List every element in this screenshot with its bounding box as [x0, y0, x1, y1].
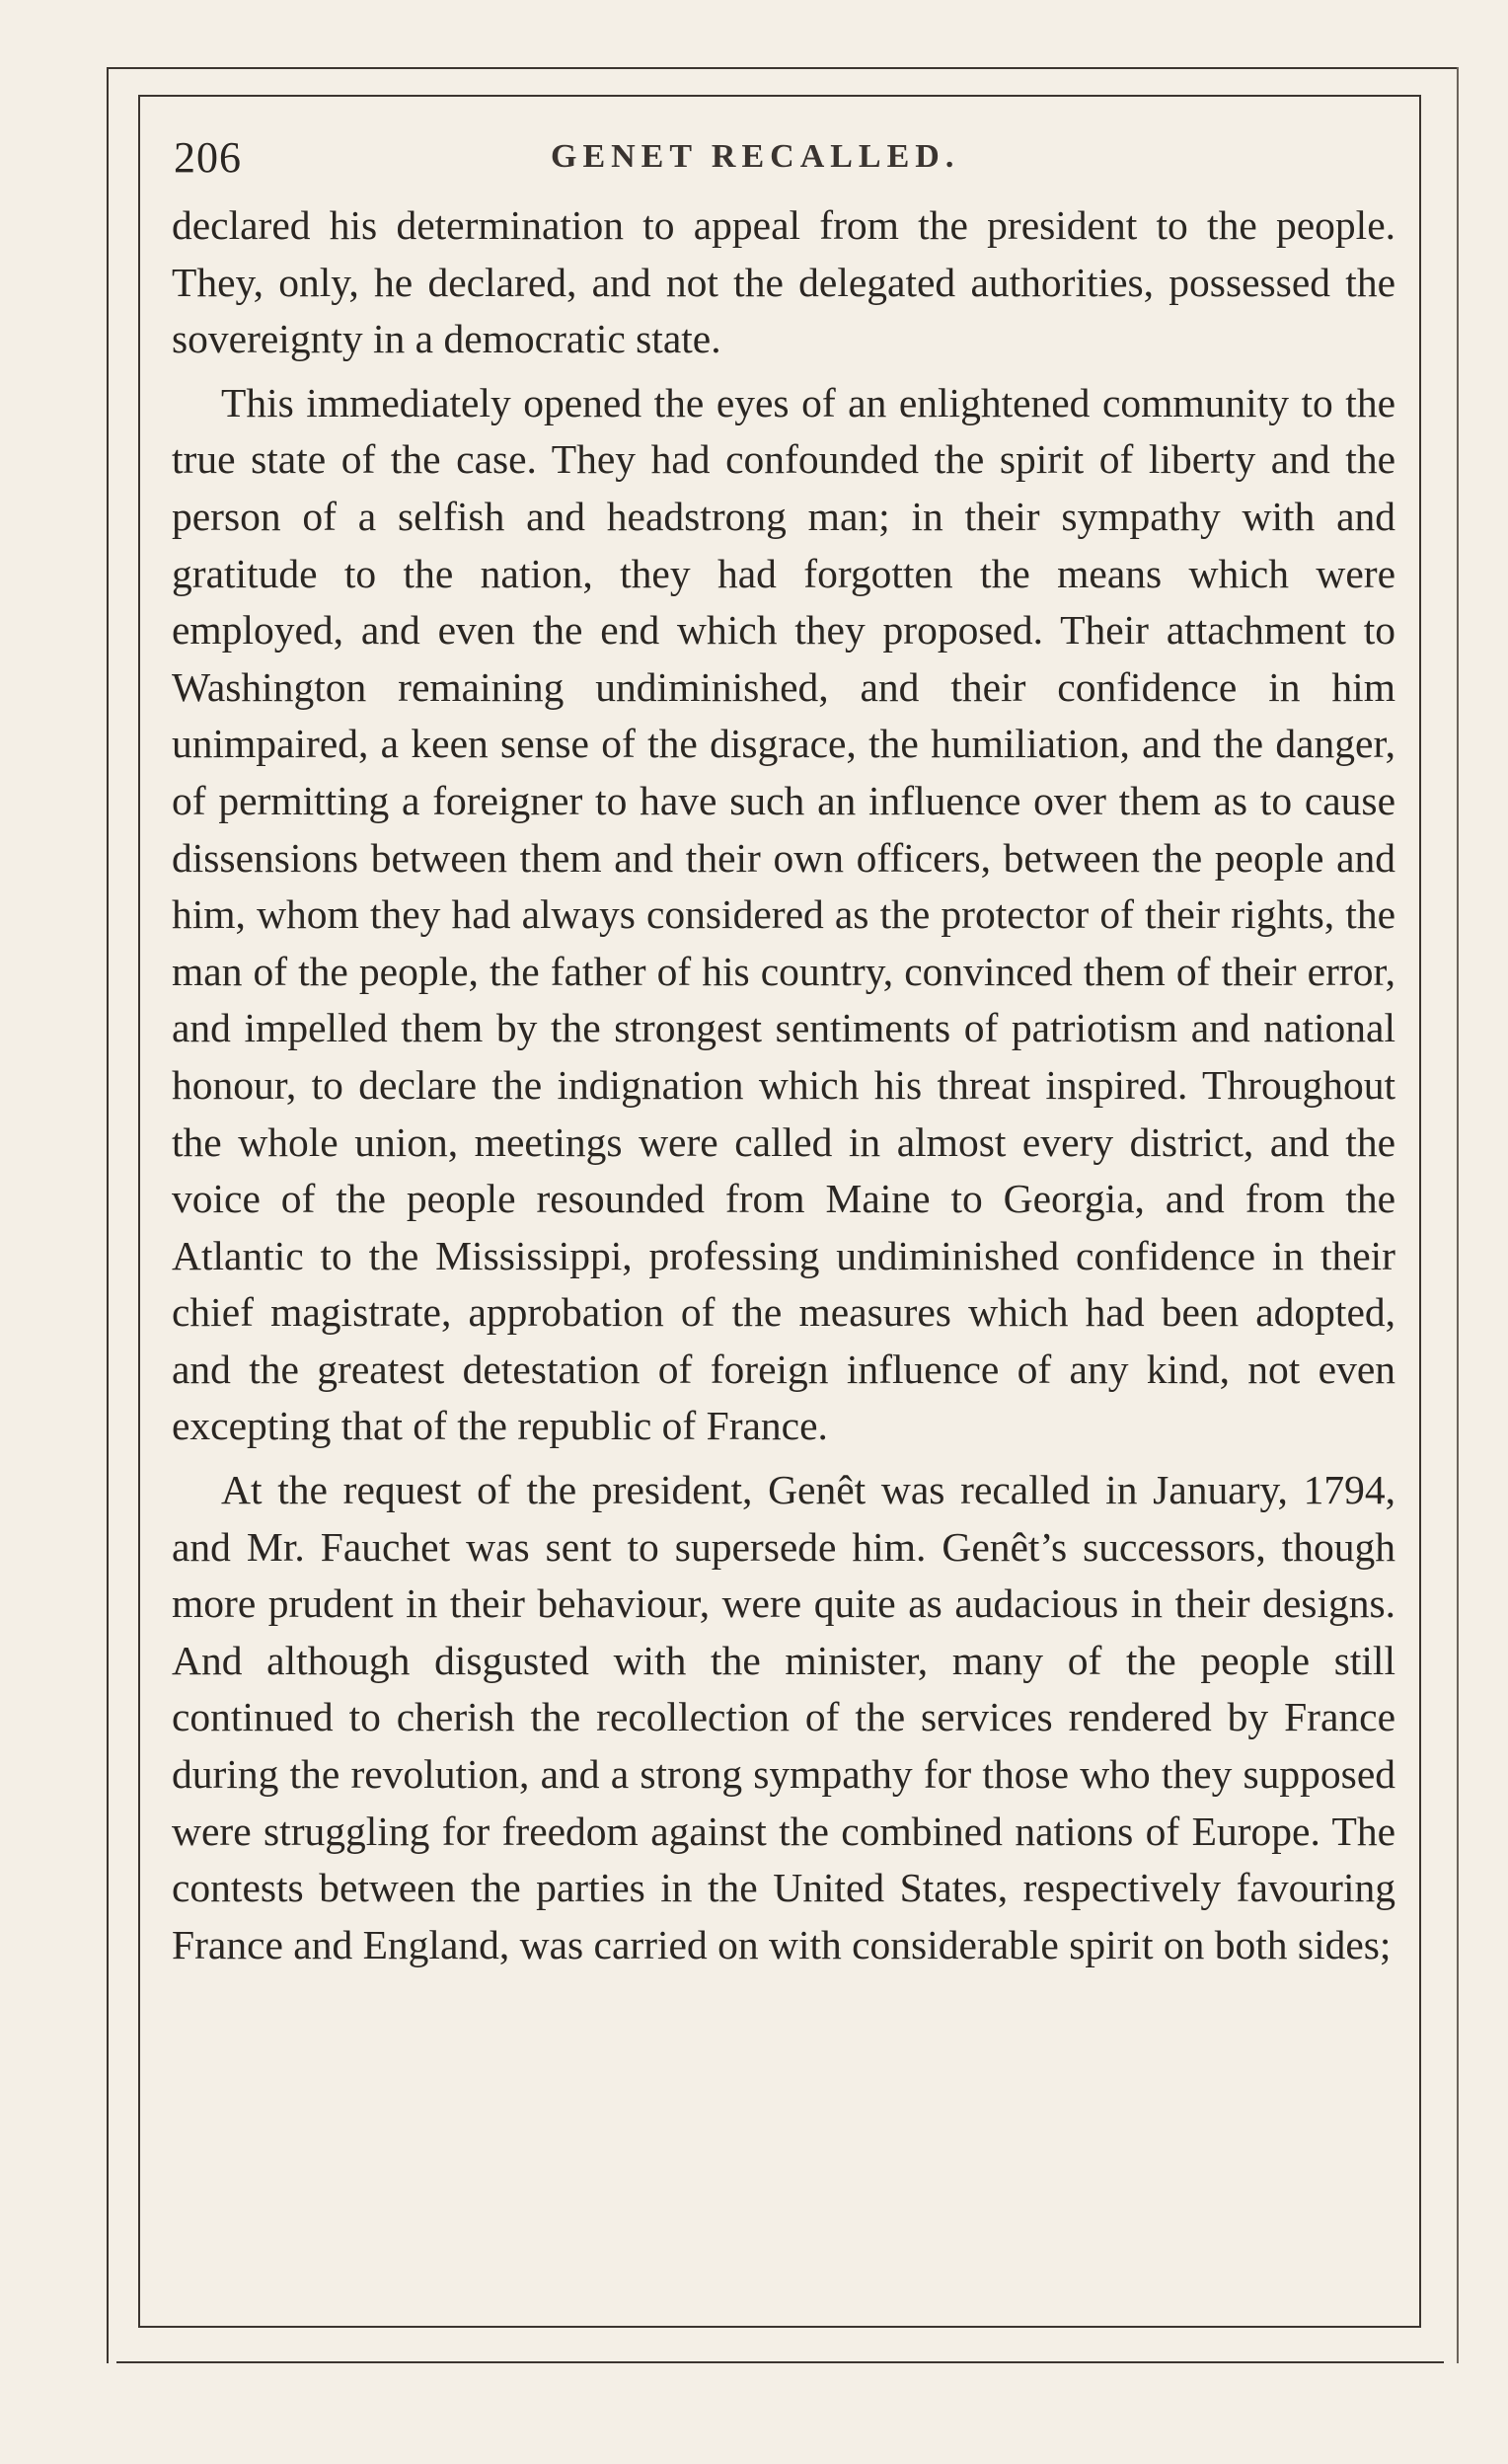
paragraph-3: At the request of the president, Genêt was recalled in January, 1794, and Mr. Fauchet was sent to supersede him. Genêt’s successors, though more prudent in their behaviour, were quite as audacious in their designs. And although disgusted with the minister, many of the people still continued to cherish the recollection of the services rendered by France during the revolution, and a strong sympathy for those who they supposed were struggling for freedom against the combined nations of Europe. The contests between the parties in the United States, respectively favouring France and England, was carried on with considerable spirit on both sides; — [172, 1467, 1395, 1967]
outer-rule-left — [107, 67, 109, 2363]
paragraph-1: declared his determination to appeal from the president to the people. They, only, he declared, and not the delegated authorities, possessed the sovereignty in a democratic state. — [172, 202, 1395, 362]
body-text — [172, 197, 1395, 1973]
running-header — [174, 126, 1394, 186]
outer-rule-right — [1457, 67, 1459, 2363]
paragraph-2: This immediately opened the eyes of an enlightened community to the true state of the case. They had confounded the spirit of liberty and the person of a selfish and headstrong man; in their sympathy with and gratitude to the nation, they had forgotten the means which were employed, and even the end which they proposed. Their attachment to Washington remaining undiminished, and their confidence in him unimpaired, a keen sense of the disgrace, the humiliation, and the danger, of permitting a foreigner to have such an influence over them as to cause dissensions between them and their own officers, between the people and him, whom they had always considered as the protector of their rights, the man of the people, the father of his country, convinced them of their error, and impelled them by the strongest sentiments of patriotism and national honour, to declare the indignation which his threat inspired. Throughout the whole union, meetings were called in almost every district, and the voice of the people resounded from Maine to Georgia, and from the Atlantic to the Mississippi, professing undiminished confidence in their chief magistrate, approbation of the measures which had been adopted, and the greatest detestation of foreign influence of any kind, not even excepting that of the republic of France. — [172, 379, 1395, 1449]
outer-rule-top — [107, 67, 1459, 69]
outer-rule-bottom — [116, 2361, 1444, 2363]
running-title: GENET RECALLED. — [551, 138, 960, 175]
page-number: 206 — [174, 133, 242, 182]
